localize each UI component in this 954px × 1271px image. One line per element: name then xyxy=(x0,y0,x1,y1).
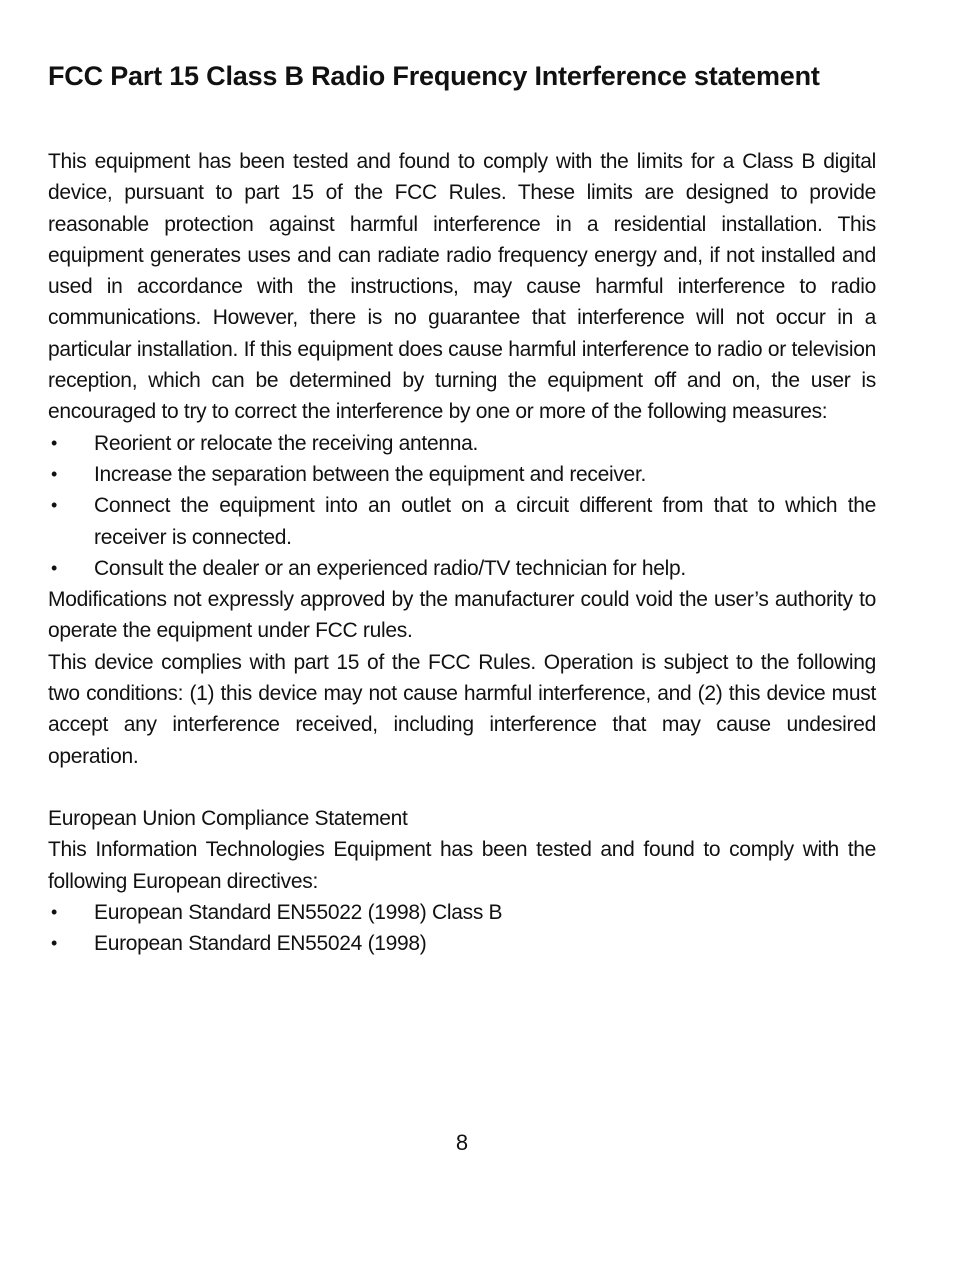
fcc-paragraph: This equipment has been tested and found to comply with the limits for a Class B digital device, pursuant to part 15 of the FCC Rules. These limits are designed to provide reasonable protection against harmful interference in a residential installation. This equipment generates uses and can radiate radio frequency energy and, if not installed and used in accordance with the instructions, may cause harmful interference to radio communications. However, there is no guarantee that interference will not occur in a particular installation. If this equipment does cause harmful interference to radio or television reception, which can be determined by turning the equipment off and on, the user is encouraged to try to correct the interference by one or more of the following measures: xyxy=(48,150,876,424)
list-item xyxy=(48,553,876,584)
list-item-text: Consult the dealer or an experienced radio/TV technician for help. xyxy=(94,556,686,580)
list-item xyxy=(48,459,876,490)
fcc-measures-list xyxy=(48,428,876,584)
list-item xyxy=(48,428,876,459)
eu-paragraph: This Information Technologies Equipment has been tested and found to comply with the following European directives: xyxy=(48,838,876,893)
list-item-text: Reorient or relocate the receiving antenna. xyxy=(94,431,479,455)
page-number: 8 xyxy=(455,1130,469,1155)
eu-heading: European Union Compliance Statement xyxy=(48,806,408,830)
bullet-icon: • xyxy=(51,557,58,578)
eu-directives-list xyxy=(48,897,876,960)
document-title: FCC Part 15 Class B Radio Frequency Interference statement xyxy=(48,61,820,91)
bullet-icon: • xyxy=(51,901,58,922)
list-item-text: Increase the separation between the equipment and receiver. xyxy=(94,462,647,486)
bullet-icon: • xyxy=(51,933,58,954)
bullet-icon: • xyxy=(51,463,58,484)
document-page xyxy=(48,56,876,959)
list-item-text: European Standard EN55022 (1998) Class B xyxy=(94,900,503,924)
list-item xyxy=(48,928,876,959)
bullet-icon: • xyxy=(51,432,58,453)
list-item-text: Connect the equipment into an outlet on a circuit different from that to which the receiver is connected. xyxy=(94,494,876,549)
list-item xyxy=(48,897,876,928)
list-item-text: European Standard EN55024 (1998) xyxy=(94,932,427,956)
bullet-icon: • xyxy=(51,495,58,516)
list-item xyxy=(48,490,876,553)
section-spacer xyxy=(48,772,876,803)
modifications-paragraph: Modifications not expressly approved by the manufacturer could void the user’s authority to operate the equipment under FCC rules. xyxy=(48,588,876,643)
compliance-paragraph: This device complies with part 15 of the FCC Rules. Operation is subject to the following two conditions: (1) this device may not cause harmful interference, and (2) this device must accept any interference received, including interference that may cause undesired operation. xyxy=(48,650,876,768)
